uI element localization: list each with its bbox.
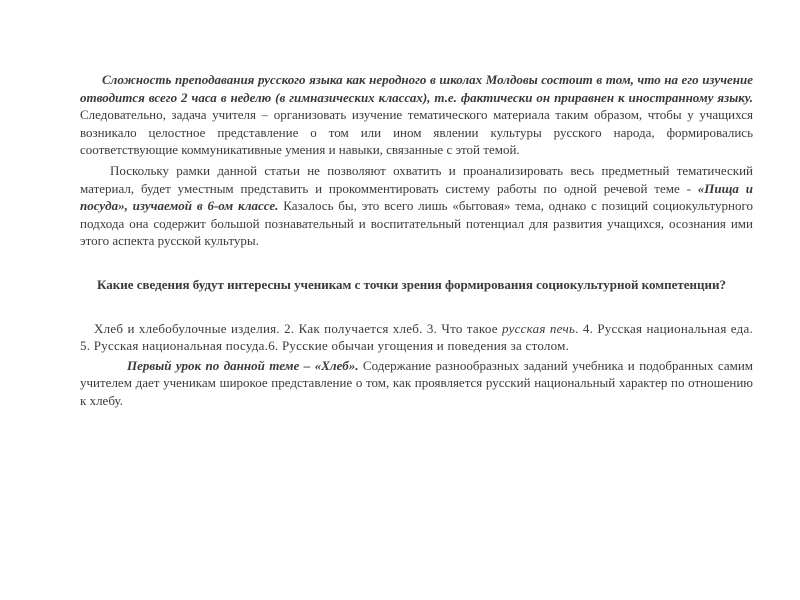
- topics-start-text: Хлеб и хлебобулочные изделия. 2. Как получается хлеб. 3. Что такое: [94, 320, 502, 336]
- topics-italic-text: русская печь: [501, 320, 576, 336]
- topic-emphasis-text: «Пища и посуда», изучаемой в 6-ом классе.: [80, 180, 754, 214]
- paragraph-topic: [80, 162, 753, 250]
- lesson-emphasis-text: Первый урок по данной теме – «Хлеб».: [127, 357, 359, 373]
- document-text: [80, 71, 753, 410]
- lesson-rest-text: Содержание разнообразных заданий учебника и подобранных самим учителем дает ученикам широкое представление о том, как проявляется русский национальный характер по отношению к хлебу.: [80, 357, 754, 408]
- intro-lead-text: Сложность преподавания русского языка как неродного в школах Молдовы состоит в том, что на его изучение отводится всего 2 часа в неделю (в гимназических классах), т.е. фактически он приравнен к иностранному языку.: [80, 72, 753, 105]
- intro-rest-text: Следовательно, задача учителя – организовать изучение тематического материала таким образом, чтобы у учащихся возникало целостное представление о том или ином явлении культуры русского народа, формировались соответствующие коммуникативные умения и навыки, связанные с этой темой.: [80, 107, 753, 158]
- topics-end-text: . 4. Русская национальная еда. 5. Русская национальная посуда.6. Русские обычаи угощения и поведения за столом.: [80, 320, 753, 354]
- paragraph-topics-list: [80, 320, 753, 355]
- paragraph-intro: [80, 71, 753, 159]
- topic-end-text: Казалось бы, это всего лишь «бытовая» тема, однако с позиций социокультурного подхода она содержит большой познавательный и воспитательный потенциал для развития учащихся, осознания ими этого аспекта русской культуры.: [80, 198, 753, 249]
- paragraph-first-lesson: [80, 357, 753, 410]
- topic-start-text: Поскольку рамки данной статьи не позволяют охватить и проанализировать весь предметный тематический материал, будет уместным представить и прокомментировать систему работы по одной речевой теме -: [80, 162, 753, 196]
- paragraph-question: Какие сведения будут интересны ученикам с точки зрения формирования социокультурной компетенции?: [97, 276, 726, 292]
